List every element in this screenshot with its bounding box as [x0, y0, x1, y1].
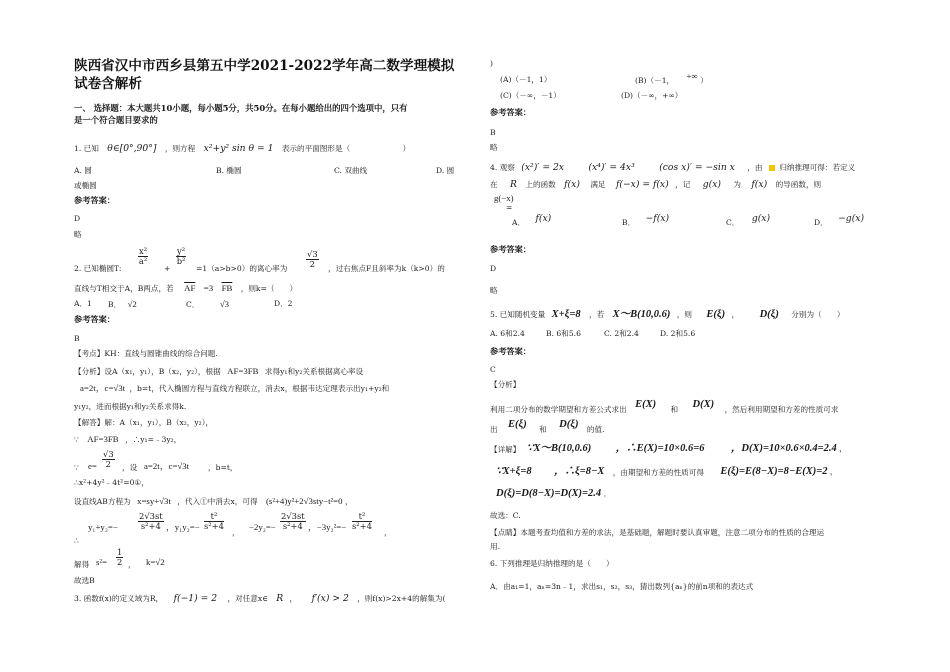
- q4-option-a-value: f(x): [535, 213, 552, 224]
- q2-jieda-line1: 【解答】解：A（x₁，y₁），B（x₂，y₂），: [74, 418, 214, 427]
- q4-option-d: [814, 213, 865, 228]
- q1-stem-a: 1. 已知: [74, 144, 99, 153]
- q2-e-fraction: [102, 450, 115, 469]
- q1-note: 略: [74, 230, 82, 239]
- q2-fenxi-a: 【分析】设A（x₁，y₁），B（x₂，y₂），根据: [74, 367, 221, 376]
- q2-conclude: 故选B: [74, 576, 95, 585]
- q2-because: ∵: [74, 435, 79, 444]
- q5-xiangjie-line3: [496, 489, 611, 499]
- q5-fx-exi: E(ξ): [508, 419, 527, 430]
- q2-neg3-fraction: [352, 512, 372, 531]
- q5-fx-a: 利用二项分布的数学期望和方差公式求出: [490, 405, 627, 414]
- q3-stem: [74, 594, 445, 604]
- q1-stem-b: ，则方程: [164, 144, 196, 153]
- q5-xj6: ，由期望和方差的性质可得: [612, 468, 704, 477]
- q4-condition: f(−x) = f(x): [615, 179, 669, 190]
- q4-answer: D: [490, 264, 497, 273]
- q2-frac1-num: x²: [139, 246, 148, 256]
- q2-solve-d: k=√2: [146, 557, 165, 567]
- q2-line2-a: 直线与T相交于A，B两点，若: [74, 284, 174, 293]
- q2-comma2: ，: [384, 528, 392, 537]
- q2-jieda-g: 设直线AB方程为: [74, 497, 131, 506]
- q2-stem-c: ，过右焦点F且斜率为k（k>0）的: [328, 264, 445, 273]
- q2-eq3: =3: [203, 283, 214, 293]
- q2-line2-b: ，则k=（ ）: [240, 284, 298, 293]
- q3-stem-close: ): [490, 59, 493, 68]
- q5-option-c: C. 2和2.4: [604, 329, 639, 338]
- q3-option-b-label: (B)（－1，: [635, 76, 675, 85]
- q4-line2-b: 上的函数: [525, 180, 556, 189]
- q5-option-a: A. 6和2.4: [490, 329, 525, 338]
- q5-dianjing-line2: 用.: [490, 542, 501, 551]
- q2-jieda-line2: [74, 434, 181, 445]
- q4-option-b-label: B．: [622, 218, 636, 227]
- q2-option-b: [108, 299, 137, 310]
- q4-deriv1: (x²)′ = 2x: [521, 162, 564, 173]
- q3-condition2: f′(x) > 2: [311, 593, 349, 604]
- q5-fx-c: 出: [490, 425, 498, 434]
- q1-option-a: A. 圆: [74, 166, 92, 175]
- q3-stem-c: ，: [289, 594, 298, 603]
- q2-neg2-a: −2y₂=−: [249, 522, 276, 532]
- q5-xiangjie-line2: [496, 467, 838, 477]
- q4-option-c-label: C．: [726, 218, 740, 227]
- q2-option-c-label: C．: [186, 300, 200, 309]
- doc-title-line2: 试卷含解析: [74, 76, 142, 92]
- q2-jieda-e: ，b=t，: [208, 463, 238, 472]
- q2-e-num: √3: [307, 249, 318, 259]
- q4-line2-r: R: [510, 179, 517, 190]
- q2-fenxi-vector: AF=3FB: [227, 366, 259, 376]
- q2-kaodian: 【考点】KH：直线与圆锥曲线的综合问题.: [74, 349, 218, 358]
- q5-guxuan: 故选：C.: [490, 511, 521, 520]
- q5-xj8: D(ξ)=D(8−X)=D(X)=2.4: [496, 488, 602, 499]
- q2-frac2-den: b²: [176, 256, 186, 266]
- q2-neg2-num: 2√3st: [281, 511, 305, 521]
- q2-solve-den: 2: [117, 557, 123, 567]
- doc-title-line1: 陕西省汉中市西乡县第五中学2021-2022学年高二数学理模拟: [74, 58, 455, 74]
- q2-solve-fraction: [116, 548, 123, 567]
- q2-sum-fraction: [138, 512, 164, 531]
- q4-option-b-value: −f(x): [645, 213, 670, 224]
- q2-line-equation: x=sy+√3t: [137, 496, 171, 506]
- q2-frac2-num: y²: [177, 246, 186, 256]
- q2-option-a: A．1: [74, 299, 92, 308]
- q4-answer-label: 参考答案：: [490, 244, 531, 254]
- q5-fenxi-label: 【分析】: [490, 380, 521, 389]
- q5-dianjing-line1: 【点睛】本题考查均值和方差的求法，是基础题，解题时要认真审题，注意二项分布的性质的合理运: [490, 528, 825, 537]
- q4-stem-b: ，由: [747, 163, 763, 172]
- q3-option-c: (C)（－∞，－1）: [500, 91, 561, 100]
- q2-sum-a: y₁+y₂=−: [88, 522, 118, 532]
- q4-fx: f(x): [564, 179, 580, 190]
- q2-fenxi-line1: [74, 366, 363, 377]
- q5-fenxi-line2: [490, 419, 605, 434]
- q2-jieda-vector: AF=3FB: [87, 434, 119, 444]
- q5-stem-b: ，若: [589, 310, 605, 319]
- q5-xiangjie-label: 【详解】: [490, 445, 521, 454]
- q2-solve-line: [74, 548, 274, 572]
- q3-option-d: (D)（－∞，+∞）: [621, 91, 683, 100]
- q5-xj8b: ．: [603, 489, 612, 498]
- q1-option-c: C. 双曲线: [334, 166, 368, 175]
- q4-option-a-label: A．: [512, 218, 526, 227]
- q1-stem: [74, 144, 410, 154]
- q3-option-b-inf: +∞: [686, 71, 698, 81]
- q2-jieda-line4: ∴x²+4y²﹣4t²=0①，: [74, 478, 149, 487]
- q5-fx-b: ，然后利用期望和方差的性质可求: [724, 405, 839, 414]
- q2-stem-b: =1（a>b>0）的离心率为: [196, 264, 288, 273]
- q5-fx-d: 的值.: [586, 425, 605, 434]
- q5-d-xi: D(ξ): [759, 309, 779, 320]
- q2-jieda-line5: [74, 496, 353, 507]
- q2-neg2-fraction: [280, 512, 306, 531]
- q2-because2: ∵: [74, 463, 79, 472]
- q2-sum-den: s²+4: [140, 521, 161, 531]
- q4-option-d-label: D．: [814, 218, 828, 227]
- section1-heading-line1: 一、 选择题：本大题共10小题，每小题5分，共50分。在每小题给出的四个选项中，只有: [74, 103, 408, 113]
- q2-jieda-line3: [74, 450, 374, 478]
- q4-option-c-value: g(x): [751, 213, 771, 224]
- q5-stem-a: 5. 已知随机变量: [490, 310, 546, 319]
- q2-stem-line2: [74, 283, 297, 294]
- q5-xj4: ∵X+ξ=8: [496, 466, 532, 477]
- q1-condition: θ∈[0°,90°]: [107, 143, 157, 154]
- q2-solve-c: ，: [128, 560, 136, 569]
- q2-fraction-y: [176, 247, 186, 266]
- q1-answer: D: [74, 214, 81, 223]
- q5-answer: C: [490, 365, 496, 374]
- q3-r: R: [276, 593, 284, 604]
- q2-jieda-i: ，代入①中消去x，可得: [177, 497, 258, 506]
- q5-eq2: X～B(10,0.6): [612, 309, 671, 320]
- q4-line2-c: 满足: [590, 180, 606, 189]
- q3-stem-a: 3. 函数f(x)的定义域为R，: [74, 594, 164, 603]
- q5-fx-and2: 和: [539, 425, 547, 434]
- q3-answer: B: [490, 128, 496, 137]
- q6-option-a: A．由a₁=1，aₙ=3n﹣1，求出s₁，s₂，s₃，猜出数列{aₙ}的前n项和的表达式: [490, 582, 754, 591]
- q2-option-c: [186, 299, 229, 310]
- q5-fenxi-line1: [490, 399, 839, 414]
- q4-line2-d: ，记: [675, 180, 691, 189]
- q3-note: 略: [490, 143, 498, 152]
- q2-fenxi-b: 求得y₁和y₂关系根据离心率设: [264, 367, 364, 376]
- q2-solve-num: 1: [117, 547, 123, 557]
- q2-fenxi-d: ，b=t，代入椭圆方程与直线方程联立，消去x，根据韦达定理表示出y₁+y₂和: [129, 384, 390, 393]
- q4-line2-f: 的导函数，则: [775, 180, 822, 189]
- q2-neg3-a: ，−3y₂²=−: [308, 522, 347, 532]
- q1-stem-d: ）: [402, 144, 411, 153]
- q2-e-den: 2: [309, 259, 315, 269]
- q2-fenxi-line3: y₁y₂，进而根据y₁和y₂关系求得k.: [74, 402, 187, 411]
- q4-option-a: [512, 213, 552, 228]
- q4-note: 略: [490, 286, 498, 295]
- q5-xj2: ，∴E(X)=10×0.6=6: [615, 443, 705, 454]
- q4-g-neg-x: g(−x): [494, 193, 514, 203]
- q2-prod-fraction: [204, 512, 224, 531]
- section1-heading-line2: 是一个符合题目要求的: [74, 115, 158, 125]
- q5-e-xi: E(ξ): [706, 309, 726, 320]
- q2-neg3-den: s²+4: [352, 521, 373, 531]
- q5-xj7: E(ξ)=E(8−X)=8−E(X)=2: [720, 466, 828, 477]
- q2-option-d: D．2: [274, 299, 293, 308]
- q1-equation: x²+y² sin θ = 1: [203, 143, 274, 154]
- q2-therefore: ∴: [74, 536, 79, 545]
- q4-gx: g(x): [702, 179, 721, 190]
- q5-option-b: B. 6和5.6: [546, 329, 581, 338]
- q2-neg3-num: t²: [352, 512, 372, 522]
- q2-quadratic: (s²+4)y²+2√3sty−t²=0: [265, 496, 343, 506]
- q3-stem-d: ，则f(x)>2x+4的解集为(: [357, 594, 446, 603]
- q5-xj1: ∵X～B(10,0.6): [526, 443, 592, 454]
- marker-icon: [769, 165, 775, 171]
- q5-xj3b: ，: [839, 444, 847, 453]
- q2-e-eq: e=: [88, 461, 97, 471]
- q4-stem-c: 归纳推理可得：若定义: [779, 163, 856, 172]
- q4-stem-a: 4. 观察: [490, 163, 515, 172]
- q2-jieda-b: ，∴y₁=﹣3y₂，: [125, 435, 182, 444]
- q5-fx-ex: E(X): [635, 399, 657, 410]
- q5-xj7b: ，: [829, 467, 838, 476]
- q4-stem-line2: [490, 180, 821, 190]
- q2-fraction-x: [138, 247, 148, 266]
- q5-stem-d: ，: [731, 310, 740, 319]
- q5-stem: [490, 310, 844, 320]
- q4-stem-line1: [490, 163, 855, 173]
- q5-fx-and: 和: [670, 405, 679, 414]
- q2-jieda-d: a=2t，c=√3t: [144, 461, 190, 471]
- q3-stem-b: ，对任意x∈: [227, 594, 268, 603]
- q6-stem: 6. 下列推理是归纳推理的是（ ）: [490, 559, 614, 568]
- q2-solve-a: 解得: [74, 560, 90, 569]
- q5-fx-dxi: D(ξ): [559, 419, 579, 430]
- q2-e2-den: 2: [105, 459, 111, 469]
- q4-option-d-value: −g(x): [838, 213, 865, 224]
- q3-option-b-close: ）: [700, 76, 708, 85]
- q4-deriv3: (cos x)′ = −sin x: [659, 162, 735, 173]
- q3-condition1: f(−1) = 2: [173, 593, 218, 604]
- q2-option-c-value: √3: [219, 299, 230, 309]
- q2-stem-a: 2. 已知椭圆T:: [74, 264, 122, 273]
- q2-comma1: ，: [232, 528, 240, 537]
- q2-answer-label: 参考答案：: [74, 314, 115, 324]
- q2-sum-num: 2√3st: [139, 511, 163, 521]
- q4-line2-a: 在: [490, 180, 498, 189]
- q1-answer-label: 参考答案：: [74, 195, 115, 205]
- q3-option-b: [635, 71, 708, 86]
- q5-stem-e: 分别为（ ）: [791, 310, 845, 319]
- q5-option-d: D. 2和5.6: [660, 329, 696, 338]
- q2-jieda-c: ，设: [122, 463, 138, 472]
- q2-fenxi-c: a=2t，c=√3t: [80, 383, 126, 393]
- q4-option-c: [726, 213, 771, 228]
- q2-answer: B: [74, 334, 80, 343]
- q5-fx-dx: D(X): [692, 399, 715, 410]
- q2-solve-b: s²=: [96, 557, 108, 567]
- q4-line2-e: 为: [733, 180, 741, 189]
- q1-option-b: B. 椭圆: [216, 166, 242, 175]
- q5-answer-label: 参考答案：: [490, 346, 531, 356]
- q2-option-b-value: √2: [127, 299, 137, 309]
- q2-prod-a: ，y₁y₂=−: [166, 522, 200, 532]
- q4-equals: =: [506, 203, 513, 212]
- q2-fenxi-line2: [80, 383, 389, 394]
- q2-prod-den: s²+4: [204, 521, 225, 531]
- q3-answer-label: 参考答案：: [490, 107, 531, 117]
- q5-stem-c: ，则: [676, 310, 692, 319]
- q2-e2-num: √3: [103, 449, 114, 459]
- q2-eccentricity: [306, 250, 319, 269]
- q4-option-b: [622, 213, 670, 228]
- q2-vector-fb: $\overline{FB}$: [221, 283, 233, 293]
- q2-frac1-den: a²: [138, 256, 148, 266]
- q2-prod-num: t²: [204, 512, 224, 522]
- q1-option-d: D. 圆: [436, 166, 455, 175]
- q2-vieta-line: [74, 512, 474, 546]
- q4-fx2: f(x): [751, 179, 768, 190]
- q1-stem-c: 表示的平面图形是（: [281, 144, 351, 153]
- q2-vector-af: $\overline{AF}$: [184, 283, 196, 293]
- q2-option-b-label: B．: [108, 300, 122, 309]
- q5-xj5: ，∴ξ=8−X: [554, 466, 605, 477]
- q5-xiangjie-line1: [490, 444, 847, 454]
- q4-deriv2: (x⁴)′ = 4x³: [588, 162, 635, 173]
- q2-jieda-k: ，: [344, 497, 353, 506]
- q5-xj3: ，D(X)=10×0.6×0.4=2.4: [730, 443, 837, 454]
- q5-eq1: X+ξ=8: [551, 309, 581, 320]
- q2-neg2-den: s²+4: [282, 521, 303, 531]
- q2-plus: +: [164, 264, 171, 273]
- q1-option-d-cont: 或椭圆: [74, 181, 97, 190]
- q3-option-a: (A)（－1，1）: [500, 75, 552, 84]
